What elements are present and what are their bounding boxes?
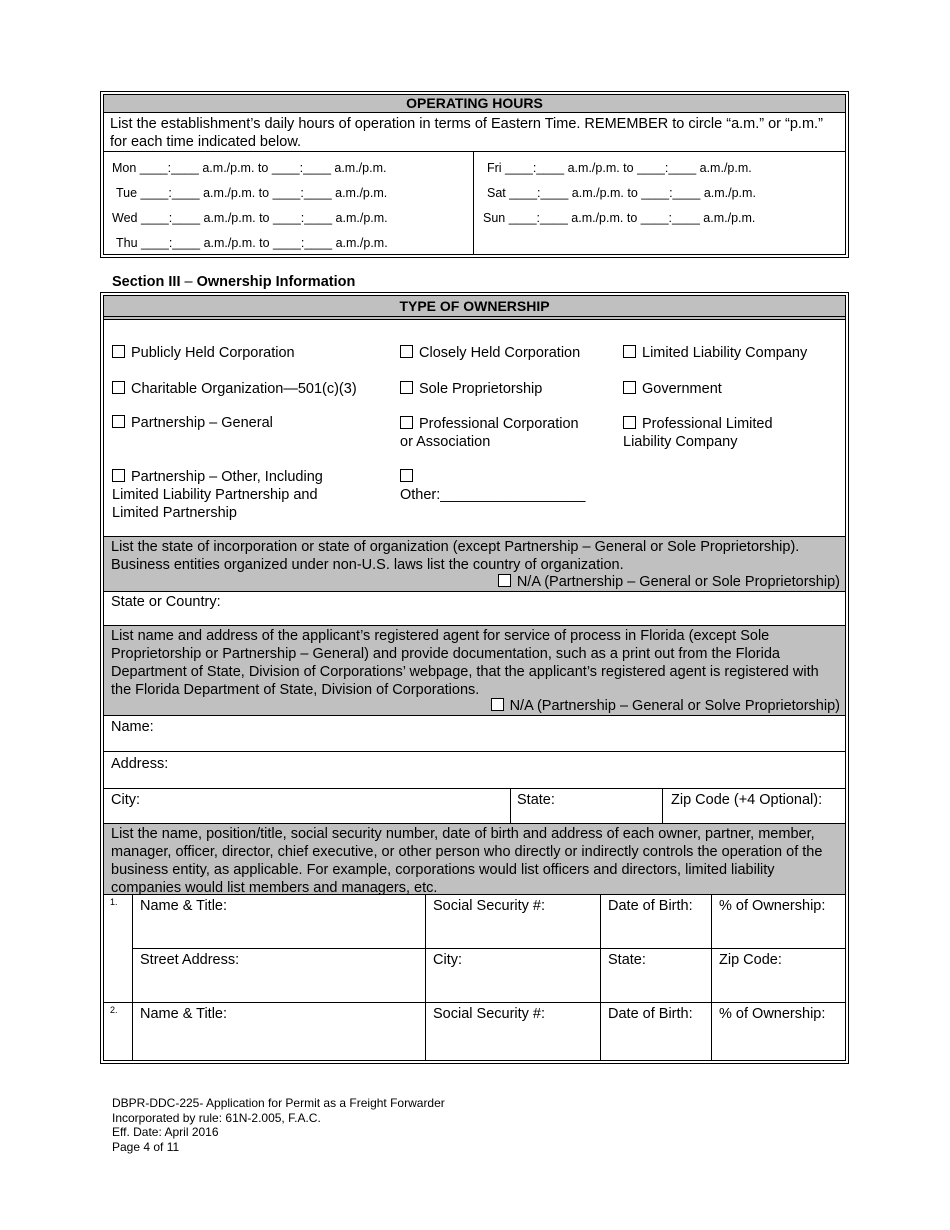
agent-na-option[interactable]: N/A (Partnership – General or Solve Proprietorship) xyxy=(491,697,840,715)
option-publicly-held[interactable]: Publicly Held Corporation xyxy=(112,345,295,361)
option-government[interactable]: Government xyxy=(623,381,722,397)
state-instruction-block xyxy=(104,536,845,591)
hours-thursday[interactable]: Thu ____:____ a.m./p.m. to ____:____ a.m./p.m. xyxy=(116,236,388,250)
effective-date: Eff. Date: April 2016 xyxy=(112,1125,219,1139)
state-na-option[interactable]: N/A (Partnership – General or Sole Proprietorship) xyxy=(498,573,840,591)
owner-zip-field[interactable]: Zip Code: xyxy=(719,952,782,968)
hours-wednesday[interactable]: Wed ____:____ a.m./p.m. to ____:____ a.m./p.m. xyxy=(112,211,388,225)
owner-ownership-pct-field[interactable]: % of Ownership: xyxy=(719,898,826,914)
option-sole-proprietorship[interactable]: Sole Proprietorship xyxy=(400,381,542,397)
checkbox[interactable] xyxy=(112,381,125,394)
owner-city-field[interactable]: City: xyxy=(433,952,462,968)
page-footer xyxy=(112,1096,445,1154)
checkbox[interactable] xyxy=(400,381,413,394)
owner-dob-field[interactable]: Date of Birth: xyxy=(608,898,693,914)
checkbox[interactable] xyxy=(623,345,636,358)
option-charitable[interactable]: Charitable Organization—501(c)(3) xyxy=(112,381,357,397)
agent-instruction: List name and address of the applicant’s registered agent for service of process in Florida (except Sole Proprietorship or Partnership – General) and provide documentation, such as a print out from the Florida Department of State, Division of Corporations’ webpage, that the applicant’s registered agent is registered with the Florida Department of State, Division of Corporations. xyxy=(111,628,819,698)
checkbox[interactable] xyxy=(400,345,413,358)
owner-state-field[interactable]: State: xyxy=(608,952,646,968)
option-partnership-general[interactable]: Partnership – General xyxy=(112,415,273,431)
checkbox[interactable] xyxy=(400,469,413,482)
checkbox[interactable] xyxy=(112,469,125,482)
option-closely-held[interactable]: Closely Held Corporation xyxy=(400,345,580,361)
rule-reference: Incorporated by rule: 61N-2.005, F.A.C. xyxy=(112,1110,321,1125)
checkbox[interactable] xyxy=(112,345,125,358)
operating-hours-instruction: List the establishment’s daily hours of operation in terms of Eastern Time. REMEMBER to circle “a.m.” or “p.m.” for each time indicated below. xyxy=(110,116,823,150)
owner-name-title-field[interactable]: Name & Title: xyxy=(140,898,228,914)
hours-friday[interactable]: Fri ____:____ a.m./p.m. to ____:____ a.m./p.m. xyxy=(487,161,752,175)
owner-street-field[interactable]: Street Address: xyxy=(140,952,240,968)
hours-tuesday[interactable]: Tue ____:____ a.m./p.m. to ____:____ a.m./p.m. xyxy=(116,186,388,200)
checkbox[interactable] xyxy=(112,415,125,428)
agent-name-field[interactable]: Name: xyxy=(111,719,154,735)
checkbox[interactable] xyxy=(623,381,636,394)
operating-hours-title: OPERATING HOURS xyxy=(104,95,845,113)
checkbox[interactable] xyxy=(623,416,636,429)
hours-sunday[interactable]: Sun ____:____ a.m./p.m. to ____:____ a.m./p.m. xyxy=(483,211,756,225)
section-heading: Section III – Ownership Information xyxy=(112,274,356,290)
agent-address-field[interactable]: Address: xyxy=(111,756,169,772)
owner-row-number: 2. xyxy=(110,1005,118,1015)
hours-monday[interactable]: Mon ____:____ a.m./p.m. to ____:____ a.m./p.m. xyxy=(112,161,387,175)
option-professional-llc[interactable]: Professional Limited Liability Company xyxy=(623,416,773,450)
agent-instruction-block xyxy=(104,625,845,715)
checkbox[interactable] xyxy=(400,416,413,429)
agent-state-field[interactable]: State: xyxy=(517,792,555,808)
option-partnership-other[interactable]: Partnership – Other, Including Limited Liability Partnership and Limited Partnership xyxy=(112,469,323,521)
owner-dob-field[interactable]: Date of Birth: xyxy=(608,1006,693,1022)
owner-ssn-field[interactable]: Social Security #: xyxy=(433,898,546,914)
checkbox[interactable] xyxy=(491,698,504,711)
owner-ssn-field[interactable]: Social Security #: xyxy=(433,1006,546,1022)
owners-instruction: List the name, position/title, social security number, date of birth and address of each owner, partner, member, manager, officer, director, chief executive, or other person who directly or indirectly controls the operation of the business entity, as applicable. For example, corporations would list officers and directors, limited liability companies would list members and managers, etc. xyxy=(111,826,823,896)
state-or-country-field[interactable]: State or Country: xyxy=(111,594,221,610)
owner-row-number: 1. xyxy=(110,897,118,907)
hours-saturday[interactable]: Sat ____:____ a.m./p.m. to ____:____ a.m./p.m. xyxy=(487,186,756,200)
option-other[interactable]: Other:__________________ xyxy=(400,468,585,504)
operating-hours-box xyxy=(100,91,849,258)
owner-name-title-field[interactable]: Name & Title: xyxy=(140,1006,228,1022)
page-number: Page 4 of 11 xyxy=(112,1139,180,1154)
option-llc[interactable]: Limited Liability Company xyxy=(623,345,807,361)
ownership-box xyxy=(100,292,849,1064)
agent-zip-field[interactable]: Zip Code (+4 Optional): xyxy=(671,792,823,808)
agent-city-field[interactable]: City: xyxy=(111,792,140,808)
option-professional-corporation[interactable]: Professional Corporation or Association xyxy=(400,416,579,450)
ownership-title: TYPE OF OWNERSHIP xyxy=(104,296,845,320)
state-instruction: List the state of incorporation or state of organization (except Partnership – General or Sole Proprietorship). Business entities organized under non-U.S. laws list the country of organization. xyxy=(111,539,800,573)
owner-ownership-pct-field[interactable]: % of Ownership: xyxy=(719,1006,826,1022)
owners-instruction-block xyxy=(104,823,845,894)
checkbox[interactable] xyxy=(498,574,511,587)
form-id: DBPR-DDC-225- Application for Permit as a Freight Forwarder xyxy=(112,1096,445,1110)
